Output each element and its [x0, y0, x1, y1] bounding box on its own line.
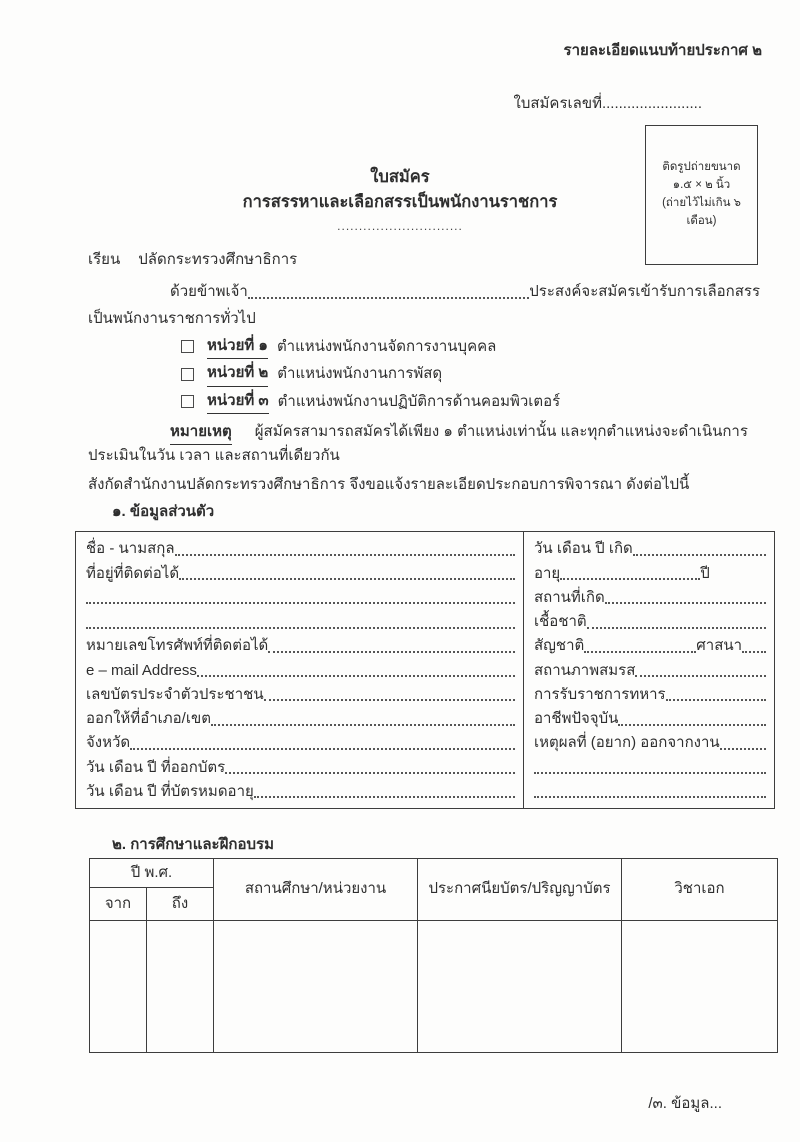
field-address-continued — [86, 609, 515, 633]
section1-heading: ๑. ข้อมูลส่วนตัว — [112, 503, 215, 520]
position-options — [0, 333, 800, 416]
form-title: ใบสมัคร — [370, 168, 430, 186]
edu-cell-certificate[interactable] — [418, 921, 622, 1053]
field-label: จังหวัด — [86, 734, 131, 752]
field-label: เลขบัตรประจำตัวประชาชน — [86, 685, 264, 703]
field-label: หมายเลขโทรศัพท์ที่ติดต่อได้ — [86, 637, 269, 655]
field-email — [86, 658, 515, 682]
checkbox-icon[interactable] — [181, 368, 194, 381]
fill-in-line[interactable] — [635, 675, 766, 677]
section2-heading: ๒. การศึกษาและฝึกอบรม — [112, 835, 274, 853]
application-number-line: ใบสมัครเลขที่........................ — [513, 94, 702, 112]
note-line-1 — [170, 421, 800, 446]
field-contact-address — [86, 561, 515, 585]
position-option-1[interactable] — [181, 333, 800, 361]
fill-in-line[interactable] — [720, 748, 766, 750]
fill-in-line[interactable] — [560, 578, 700, 580]
field-national-id — [86, 682, 515, 706]
field-marital-status — [534, 658, 766, 682]
fill-in-line[interactable] — [254, 796, 515, 798]
edu-cell-to[interactable] — [147, 921, 214, 1053]
field-label: e – mail Address — [86, 661, 197, 679]
field-address-continued — [86, 585, 515, 609]
edu-empty-row — [90, 921, 778, 1053]
form-subtitle: การสรรหาและเลือกสรรเป็นพนักงานราชการ — [242, 192, 558, 211]
field-mid-label: ศาสนา — [696, 637, 743, 655]
field-reason-leaving-job — [534, 731, 766, 755]
field-age — [534, 561, 766, 585]
checkbox-icon[interactable] — [181, 340, 194, 353]
fill-in-line[interactable] — [605, 602, 766, 604]
field-label: อายุ — [534, 564, 561, 582]
photo-box-line-2: ๑.๕ × ๒ นิ้ว — [672, 179, 731, 192]
fill-in-line[interactable] — [264, 699, 515, 701]
fill-in-line[interactable] — [587, 627, 766, 629]
fill-in-line[interactable] — [175, 554, 515, 556]
edu-major-header: วิชาเอก — [622, 859, 778, 921]
education-table — [89, 858, 778, 1053]
fill-in-line[interactable] — [534, 796, 766, 798]
field-nationality-religion — [534, 634, 766, 658]
field-reason-continued — [534, 779, 766, 803]
fill-in-line[interactable] — [130, 748, 515, 750]
position-title: ตำแหน่งพนักงานปฏิบัติการด้านคอมพิวเตอร์ — [277, 392, 561, 410]
field-birth-date — [534, 537, 766, 561]
fill-in-line[interactable] — [225, 772, 515, 774]
fill-in-line[interactable] — [618, 724, 766, 726]
field-label: สถานที่เกิด — [534, 588, 605, 606]
position-unit-label: หน่วยที่ ๑ — [207, 335, 268, 360]
fill-in-line[interactable] — [211, 724, 515, 726]
photo-box-line-1: ติดรูปถ่ายขนาด — [662, 161, 741, 174]
personal-info-table — [75, 531, 775, 809]
field-label: สัญชาติ — [534, 637, 585, 655]
field-birth-place — [534, 585, 766, 609]
attachment-label: รายละเอียดแนบท้ายประกาศ ๒ — [563, 42, 762, 59]
field-label: การรับราชการทหาร — [534, 685, 666, 703]
field-label: วัน เดือน ปี ที่บัตรหมดอายุ — [86, 782, 254, 800]
next-page-indicator: /๓. ข้อมูล... — [648, 1095, 722, 1112]
fill-in-line[interactable] — [197, 675, 515, 677]
field-label: เชื้อชาติ — [534, 613, 587, 631]
salutation-name: ปลัดกระทรวงศึกษาธิการ — [138, 250, 298, 268]
intro-line-1 — [170, 281, 760, 304]
field-label: อาชีพปัจจุบัน — [534, 710, 619, 728]
position-option-2[interactable] — [181, 361, 800, 389]
field-issued-at-district — [86, 706, 515, 730]
field-ethnicity — [534, 609, 766, 633]
intro-tail: ประสงค์จะสมัครเข้ารับการเลือกสรร — [529, 283, 760, 300]
field-label: ชื่อ - นามสกุล — [86, 540, 175, 558]
fill-in-line[interactable] — [534, 772, 766, 774]
note-label: หมายเหตุ — [170, 421, 232, 446]
edu-cell-major[interactable] — [622, 921, 778, 1053]
fill-in-line[interactable] — [742, 651, 766, 653]
fill-in-line[interactable] — [633, 554, 766, 556]
edu-year-header: ปี พ.ศ. — [90, 859, 214, 888]
position-option-3[interactable] — [181, 388, 800, 416]
checkbox-icon[interactable] — [181, 395, 194, 408]
edu-from-header: จาก — [90, 888, 147, 921]
field-label: สถานภาพสมรส — [534, 661, 636, 679]
applicant-name-blank[interactable] — [248, 297, 529, 299]
field-current-occupation — [534, 706, 766, 730]
field-label: เหตุผลที่ (อยาก) ออกจากงาน — [534, 734, 720, 752]
personal-info-left-column — [76, 532, 524, 808]
fill-in-line[interactable] — [86, 627, 515, 629]
note-text: ผู้สมัครสามารถสมัครได้เพียง ๑ ตำแหน่งเท่านั้น และทุกตำแหน่งจะดำเนินการ — [254, 422, 748, 440]
fill-in-line[interactable] — [179, 578, 515, 580]
edu-school-header: สถานศึกษา/หน่วยงาน — [214, 859, 418, 921]
fill-in-line[interactable] — [584, 651, 696, 653]
field-card-expiry-date — [86, 779, 515, 803]
field-province — [86, 731, 515, 755]
fill-in-line[interactable] — [268, 651, 515, 653]
position-unit-label: หน่วยที่ ๒ — [207, 362, 268, 387]
position-title: ตำแหน่งพนักงานการพัสดุ — [277, 365, 443, 382]
position-unit-label: หน่วยที่ ๓ — [207, 390, 269, 415]
edu-to-header: ถึง — [147, 888, 214, 921]
photo-box — [645, 125, 758, 265]
edu-cell-from[interactable] — [90, 921, 147, 1053]
field-label: ออกให้ที่อำเภอ/เขต — [86, 710, 211, 728]
field-label: วัน เดือน ปี เกิด — [534, 540, 633, 558]
affiliation-line: สังกัดสำนักงานปลัดกระทรวงศึกษาธิการ จึงขอแจ้งรายละเอียดประกอบการพิจารณา ดังต่อไปนี้ — [88, 475, 690, 493]
field-card-issue-date — [86, 755, 515, 779]
field-reason-continued — [534, 755, 766, 779]
field-military-service — [534, 682, 766, 706]
field-name-surname — [86, 537, 515, 561]
intro-lead: ด้วยข้าพเจ้า — [170, 283, 248, 300]
edu-cell-school[interactable] — [214, 921, 418, 1053]
field-phone — [86, 634, 515, 658]
note-line-2: ประเมินในวัน เวลา และสถานที่เดียวกัน — [88, 447, 340, 464]
title-divider: ............................. — [337, 218, 463, 233]
field-label: วัน เดือน ปี ที่ออกบัตร — [86, 758, 226, 776]
intro-line-2: เป็นพนักงานราชการทั่วไป — [88, 309, 256, 327]
fill-in-line[interactable] — [666, 699, 766, 701]
salutation-label: เรียน — [88, 250, 121, 268]
field-suffix: ปี — [700, 564, 710, 582]
fill-in-line[interactable] — [86, 602, 515, 604]
position-title: ตำแหน่งพนักงานจัดการงานบุคคล — [276, 337, 497, 355]
personal-info-right-column — [524, 532, 774, 808]
photo-box-line-3: (ถ่ายไว้ไม่เกิน ๖ เดือน) — [662, 197, 741, 227]
field-label: ที่อยู่ที่ติดต่อได้ — [86, 564, 180, 582]
edu-certificate-header: ประกาศนียบัตร/ปริญญาบัตร — [418, 859, 622, 921]
